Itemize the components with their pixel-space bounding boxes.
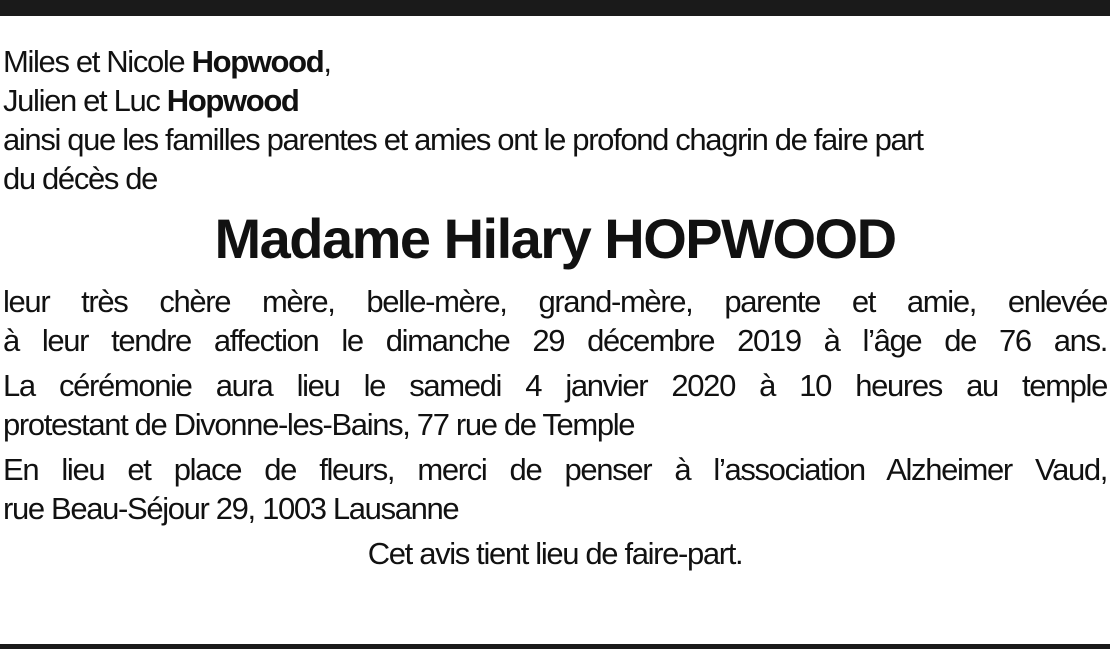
- family-line-3: ainsi que les familles parentes et amies ont le profond chagrin de faire part: [3, 122, 923, 157]
- bottom-border: [0, 644, 1110, 649]
- family-line-2-names: Julien et Luc: [3, 83, 167, 118]
- deceased-name-heading: Madame Hilary HOPWOOD: [214, 207, 896, 270]
- family-line-1-surname: Hopwood: [191, 44, 324, 79]
- family-line-4: du décès de: [3, 161, 158, 196]
- top-border: [0, 0, 1110, 16]
- donation-line-1: En lieu et place de fleurs, merci de penser à l’association Alzheimer Vaud,: [3, 452, 1107, 487]
- closing-note: Cet avis tient lieu de faire-part.: [367, 536, 743, 571]
- family-line-1: [3, 42, 1107, 81]
- tribute-paragraph: [3, 282, 1107, 360]
- family-line-1-comma: ,: [323, 44, 331, 79]
- family-announcement: [3, 42, 1107, 198]
- tribute-line-2: à leur tendre affection le dimanche 29 décembre 2019 à l’âge de 76 ans.: [3, 323, 1107, 358]
- ceremony-paragraph: [3, 366, 1107, 444]
- donation-paragraph: [3, 450, 1107, 528]
- ceremony-line-1: La cérémonie aura lieu le samedi 4 janvier 2020 à 10 heures au temple: [3, 368, 1107, 403]
- donation-line-2: rue Beau-Séjour 29, 1003 Lausanne: [3, 491, 459, 526]
- family-line-2: [3, 81, 1107, 120]
- ceremony-line-2: protestant de Divonne-les-Bains, 77 rue de Temple: [3, 407, 635, 442]
- family-line-1-names: Miles et Nicole: [3, 44, 192, 79]
- obituary-notice: [3, 42, 1107, 573]
- family-line-2-surname: Hopwood: [166, 83, 299, 118]
- tribute-line-1: leur très chère mère, belle-mère, grand-mère, parente et amie, enlevée: [3, 284, 1107, 319]
